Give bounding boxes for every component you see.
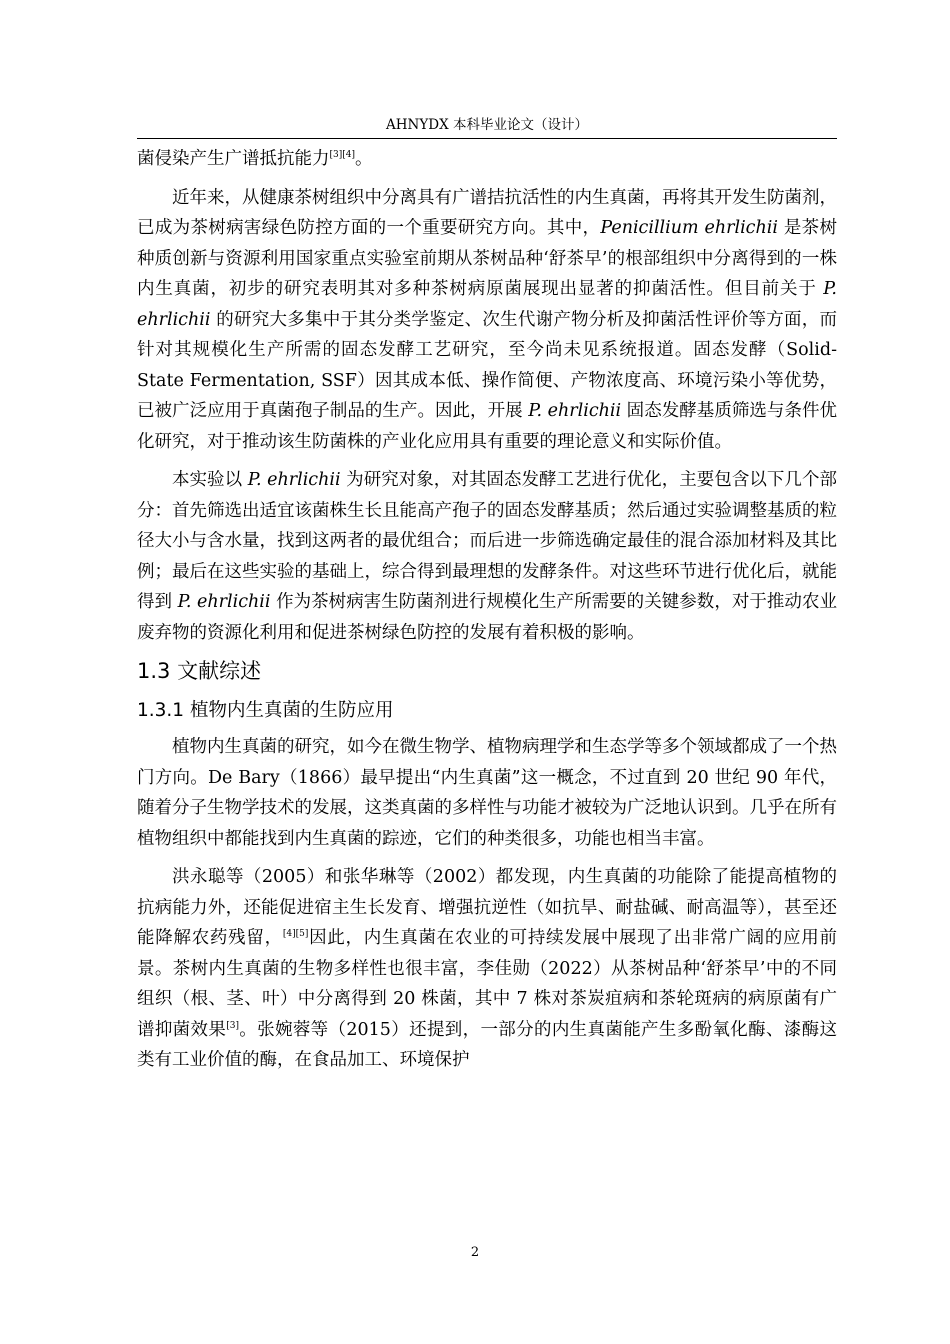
species-name: P. ehrlichii — [177, 592, 271, 612]
species-name: P. ehrlichii — [247, 470, 341, 490]
running-header: AHNYDX 本科毕业论文（设计） — [386, 117, 588, 133]
section-heading: 1.3 文献综述 — [137, 659, 262, 683]
paragraph-continued: 菌侵染产生广谱抵抗能力[3][4]。 — [137, 149, 373, 169]
citation: [3][4] — [329, 150, 355, 160]
species-name: P. ehrlichii — [137, 279, 837, 330]
body-text — [137, 144, 837, 1076]
subsection-heading: 1.3.1 植物内生真菌的生防应用 — [137, 700, 394, 721]
citation: [4][5] — [282, 929, 309, 939]
paragraph-intro: 近年来，从健康茶树组织中分离具有广谱拮抗活性的内生真菌，再将其开发生防菌剂，已成为茶树病害绿色防控方面的一个重要研究方向。其中，Penicillium ehrlichii 是茶树种质创新与资源利用国家重点实验室前期从茶树品种‘舒茶早’的根部组织中分离得到的一株内生真菌，初步的研究表明其对多种茶树病原菌展现出显著的抑菌活性。但目前关于 P. ehrlichii 的研究大多集中于其分类学鉴定、次生代谢产物分析及抑菌活性评价等方面，而针对其规模化生产所需的固态发酵工艺研究，至今尚未见系统报道。固态发酵（Solid-State Fermentation, SSF）因其成本低、操作简便、产物浓度高、环境污染小等优势，已被广泛应用于真菌孢子制品的生产。因此，开展 P. ehrlichii 固态发酵基质筛选与条件优化研究，对于推动该生防菌株的产业化应用具有重要的理论意义和实际价值。 — [137, 187, 838, 452]
species-name: Penicillium ehrlichii — [600, 218, 778, 238]
species-name: P. ehrlichii — [528, 401, 622, 421]
page-number: 2 — [470, 1245, 480, 1260]
header-rule — [137, 138, 837, 139]
paragraph-functions: 洪永聪等（2005）和张华琳等（2002）都发现，内生真菌的功能除了能提高植物的抗病能力外，还能促进宿主生长发育、增强抗逆性（如抗旱、耐盐碱、耐高温等），甚至还能降解农药残留，[4][5]因此，内生真菌在农业的可持续发展中展现了出非常广阔的应用前景。茶树内生真菌的生物多样性也很丰富，李佳勋（2022）从茶树品种‘舒茶早’中的不同组织（根、茎、叶）中分离得到 20 株菌，其中 7 株对茶炭疽病和茶轮斑病的病原菌有广谱抑菌效果[3]。张婉蓉等（2015）还提到，一部分的内生真菌能产生多酚氧化酶、漆酶这类有工业价值的酶，在食品加工、环境保护 — [137, 867, 838, 1070]
paragraph-endophytes: 植物内生真菌的研究，如今在微生物学、植物病理学和生态学等多个领域都成了一个热门方向。De Bary（1866）最早提出“内生真菌”这一概念，不过直到 20 世纪 90 年代，随着分子生物学技术的发展，这类真菌的多样性与功能才被较为广泛地认识到。几乎在所有植物组织中都能找到内生真菌的踪迹，它们的种类很多，功能也相当丰富。 — [137, 737, 837, 849]
citation: [3] — [226, 1020, 239, 1031]
paragraph-aims: 本实验以 P. ehrlichii 为研究对象，对其固态发酵工艺进行优化，主要包含以下几个部分：首先筛选出适宜该菌株生长且能高产孢子的固态发酵基质；然后通过实验调整基质的粒径大小与含水量，找到这两者的最优组合；而后进一步筛选确定最佳的混合添加材料及其比例；最后在这些实验的基础上，综合得到最理想的发酵条件。对这些环节进行优化后，就能得到 P. ehrlichii 作为茶树病害生防菌剂进行规模化生产所需要的关键参数，对于推动农业废弃物的资源化利用和促进茶树绿色防控的发展有着积极的影响。 — [137, 470, 837, 643]
